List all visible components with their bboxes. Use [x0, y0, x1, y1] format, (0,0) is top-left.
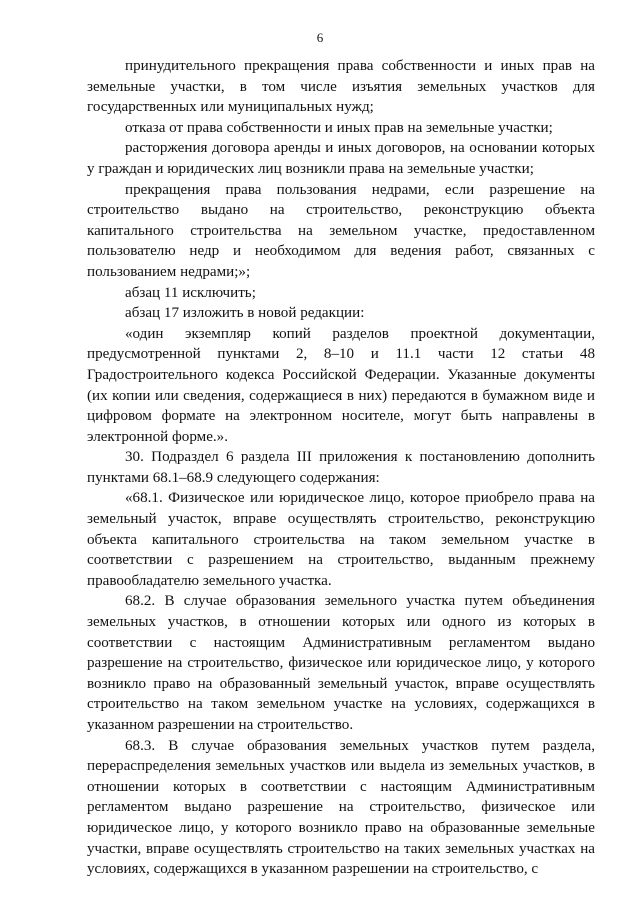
paragraph-item-68-1: «68.1. Физическое или юридическое лицо, которое приобрело права на земельный участок, вправе осуществлять строительство, реконструкцию объекта капитального строительства на таком земельном участке в соответствии с разрешением на строительство, выданным прежнему правообладателю земельного участка. — [87, 490, 595, 589]
paragraph-restate-clause-17: абзац 17 изложить в новой редакции: — [125, 305, 365, 322]
page-number: 6 — [316, 30, 324, 45]
paragraph-delete-clause-11: абзац 11 исключить; — [125, 284, 256, 301]
paragraph-item-30: 30. Подраздел 6 раздела III приложения к постановлению дополнить пунктами 68.1–68.9 следующего содержания: — [87, 449, 595, 486]
paragraph-design-docs-copy: «один экземпляр копий разделов проектной документации, предусмотренной пунктами 2, 8–10 и 11.1 части 12 статьи 48 Градостроительного кодекса Российской Федерации. Указанные документы (их копии или сведения, содержащиеся в них) передаются в бумажном виде и цифровом формате на электронном носителе, могут быть направлены в электронной форме.». — [87, 325, 595, 445]
paragraph-item-68-2: 68.2. В случае образования земельного участка путем объединения земельных участков, в отношении которых или одного из которых в соответствии с настоящим Административным регламентом выдано разрешение на строительство, физическое или юридическое лицо, у которого возникло право на образованный земельный участок, вправе осуществлять строительство на таком земельном участке на условиях, содержащихся в указанном разрешении на строительство. — [87, 593, 595, 733]
document-body — [87, 56, 595, 880]
paragraph-subsoil-use-termination: прекращения права пользования недрами, если разрешение на строительство выдано на строительство, реконструкцию объекта капитального строительства на земельном участке, предоставленном пользователю недр и необходимом для ведения работ, связанных с пользованием недрами;»; — [87, 181, 595, 280]
paragraph-item-68-3: 68.3. В случае образования земельных участков путем раздела, перераспределения земельных участков или выдела из земельных участков, в отношении которых в соответствии с настоящим Административным регламентом выдано разрешение на строительство, физическое или юридическое лицо, у которого возникло право на образованные земельные участки, вправе осуществлять строительство на таких земельных участках на условиях, содержащихся в указанном разрешении на строительство, с — [87, 737, 595, 878]
paragraph-lease-termination: расторжения договора аренды и иных договоров, на основании которых у граждан и юридических лиц возникли права на земельные участки; — [87, 140, 595, 177]
paragraph-waiver-of-rights: отказа от права собственности и иных прав на земельные участки; — [125, 119, 553, 136]
paragraph-compulsory-termination: принудительного прекращения права собственности и иных прав на земельные участки, в том числе изъятия земельных участков для государственных или муниципальных нужд; — [87, 58, 595, 116]
